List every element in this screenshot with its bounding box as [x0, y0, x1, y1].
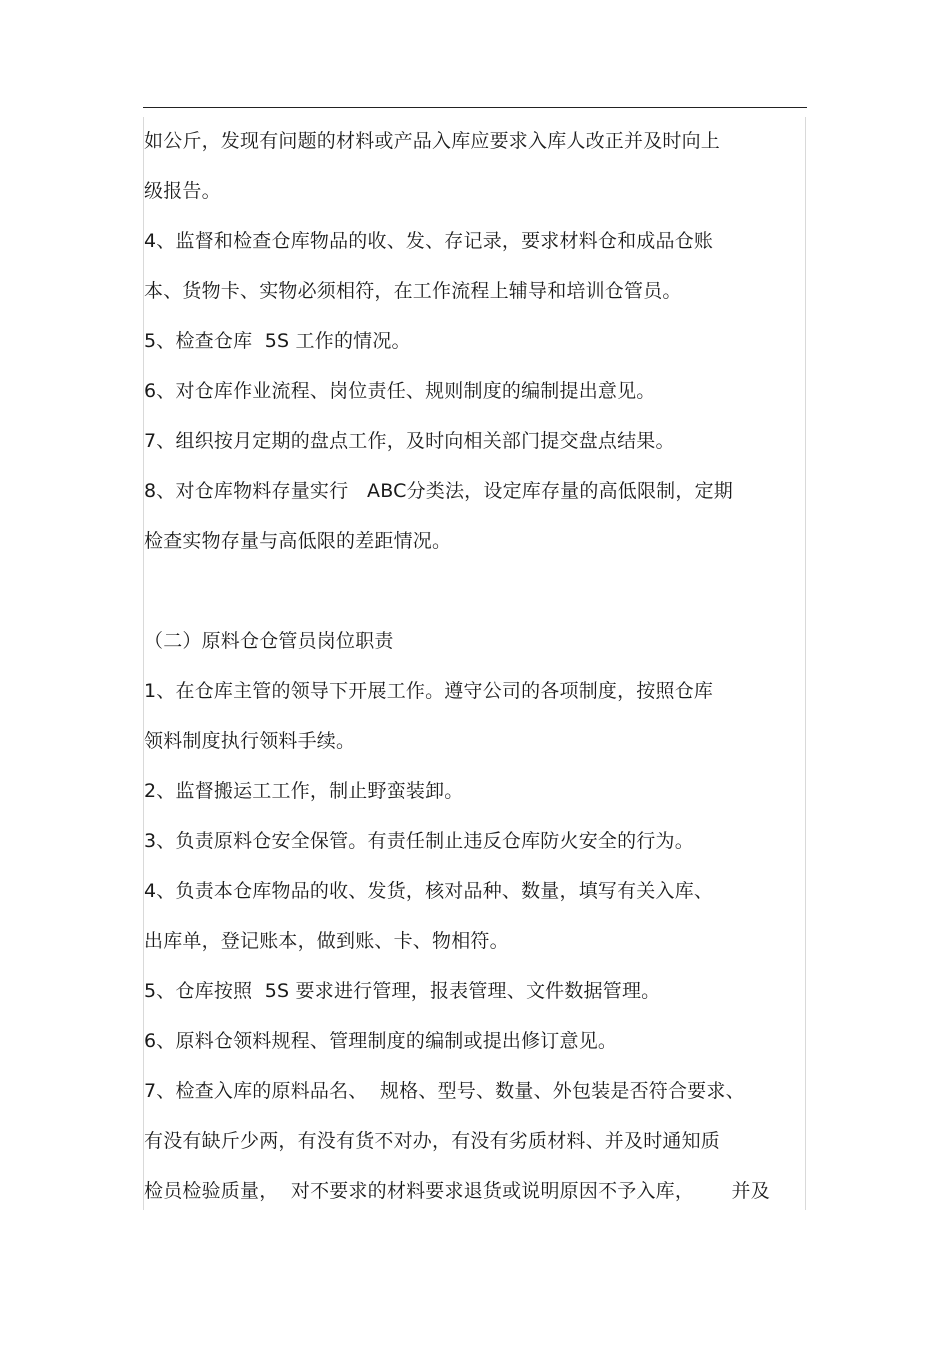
text-line: 检查实物存量与高低限的差距情况。 [144, 530, 452, 552]
text-line: 本、货物卡、实物必须相符，在工作流程上辅导和培训仓管员。 [144, 280, 682, 302]
text-line: 6、原料仓领料规程、管理制度的编制或提出修订意见。 [144, 1030, 618, 1052]
text-line: 有没有缺斤少两，有没有货不对办，有没有劣质材料、并及时通知质 [144, 1130, 721, 1152]
text-line: 1、在仓库主管的领导下开展工作。遵守公司的各项制度，按照仓库 [144, 680, 714, 702]
text-line: 7、组织按月定期的盘点工作，及时向相关部门提交盘点结果。 [144, 430, 675, 452]
text-line: 检员检验质量， 对不要求的材料要求退货或说明原因不予入库， 并及 [144, 1180, 770, 1202]
text-line: 5、仓库按照 5S 要求进行管理，报表管理、文件数据管理。 [144, 980, 661, 1002]
text-line: 如公斤，发现有问题的材料或产品入库应要求入库人改正并及时向上 [144, 130, 721, 152]
text-line: 2、监督搬运工工作，制止野蛮装卸。 [144, 780, 464, 802]
text-line: 出库单，登记账本，做到账、卡、物相符。 [144, 930, 509, 952]
text-line: 8、对仓库物料存量实行 ABC分类法，设定库存量的高低限制，定期 [144, 480, 733, 502]
header-rule [143, 107, 807, 108]
text-line: 4、负责本仓库物品的收、发货，核对品种、数量，填写有关入库、 [144, 880, 714, 902]
text-line: 3、负责原料仓安全保管。有责任制止违反仓库防火安全的行为。 [144, 830, 694, 852]
section-heading: （二）原料仓仓管员岗位职责 [144, 630, 394, 652]
text-line: 7、检查入库的原料品名、 规格、型号、数量、外包装是否符合要求、 [144, 1080, 745, 1102]
text-line: 5、检查仓库 5S 工作的情况。 [144, 330, 411, 352]
text-line: 4、监督和检查仓库物品的收、发、存记录，要求材料仓和成品仓账 [144, 230, 714, 252]
text-line: 6、对仓库作业流程、岗位责任、规则制度的编制提出意见。 [144, 380, 656, 402]
text-line: 领料制度执行领料手续。 [144, 730, 356, 752]
text-line: 级报告。 [144, 180, 221, 202]
